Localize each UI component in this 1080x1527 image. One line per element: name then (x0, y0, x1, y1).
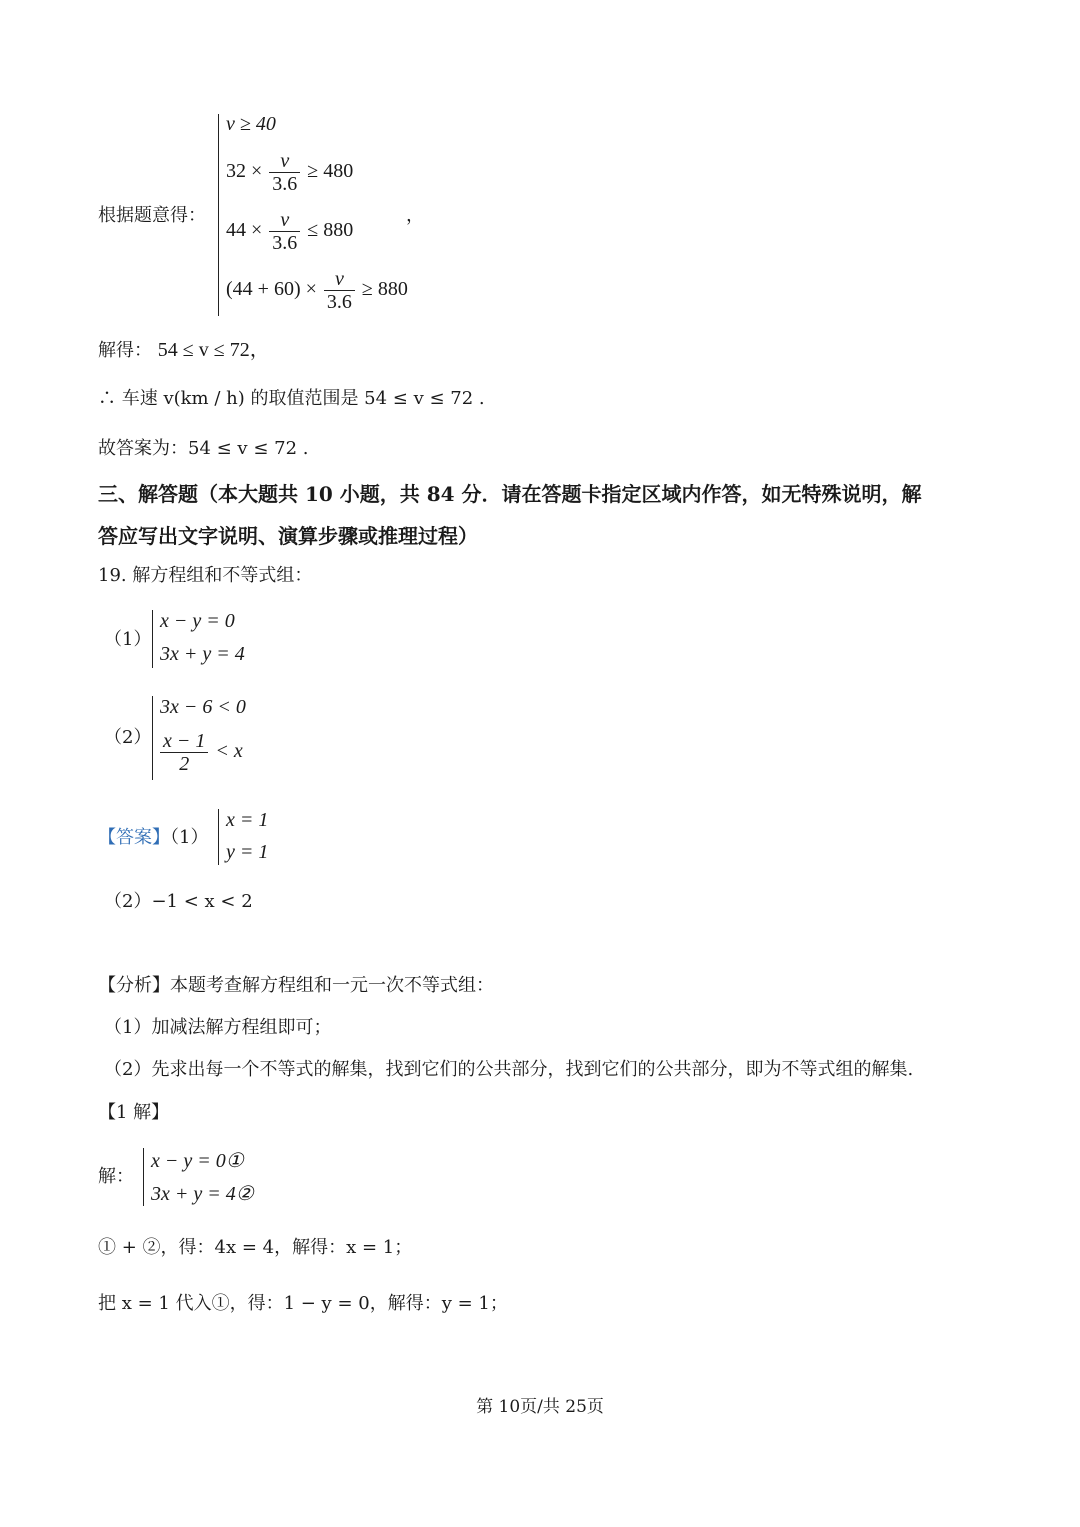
section-heading-line1: 三、解答题（本大题共 10 小题，共 84 分．请在答题卡指定区域内作答，如无特殊说明，解 (98, 482, 922, 506)
solution-label: 解： (98, 1166, 134, 1187)
section-heading-line2: 答应写出文字说明、演算步骤或推理过程） (98, 524, 478, 548)
brace-answer (218, 809, 219, 865)
part-2-label: （2） (104, 727, 152, 748)
therefore-line: ∴ 车速 v(km / h) 的取值范围是 54 ≤ v ≤ 72 . (98, 388, 485, 409)
analysis-intro: 【分析】本题考查解方程组和一元一次不等式组： (98, 975, 494, 996)
trailing-comma: ， (406, 205, 424, 226)
question-19-title: 19. 解方程组和不等式组： (98, 565, 313, 586)
answer-x: x = 1 (226, 809, 269, 831)
answer-part2: （2）−1 < x < 2 (104, 891, 253, 912)
solution-eq2: 3x + y = 4② (151, 1183, 254, 1205)
answer-y: y = 1 (226, 841, 269, 863)
solution-tag: 【1 解】 (98, 1102, 170, 1123)
part-1-label: （1） (104, 629, 152, 650)
system-label: 根据题意得： (98, 205, 206, 226)
brace-part1 (152, 610, 153, 668)
inequality-a: 3x − 6 < 0 (160, 696, 246, 718)
solution-step2: 把 x = 1 代入①，得：1 − y = 0，解得：y = 1； (98, 1293, 508, 1314)
solution-eq1: x − y = 0① (151, 1150, 244, 1172)
equation-1: x − y = 0 (160, 610, 235, 632)
page-footer: 第 10页/共 25页 (476, 1397, 604, 1417)
answer-block: 【答案】（1） (98, 827, 209, 848)
inequality-4: (44 + 60) × $\frac{v}{3.6}$ ≥ 880 (226, 268, 408, 313)
answer-tag: 【答案】 (98, 827, 170, 848)
solution-step1: ① + ②，得：4x = 4，解得：x = 1； (98, 1237, 413, 1258)
inequality-1: v ≥ 40 (226, 113, 276, 135)
answer-line: 故答案为：54 ≤ v ≤ 72 . (98, 438, 309, 459)
equation-2: 3x + y = 4 (160, 643, 245, 665)
brace-solution (143, 1148, 144, 1206)
solve-line: 解得： 54 ≤ v ≤ 72， (98, 339, 270, 361)
inequality-2: 32 × $\frac{v}{3.6}$ ≥ 480 (226, 150, 354, 195)
left-brace (218, 114, 219, 316)
inequality-3: 44 × $\frac{v}{3.6}$ ≤ 880 (226, 209, 354, 254)
analysis-step2: （2）先求出每一个不等式的解集，找到它们的公共部分，找到它们的公共部分，即为不等式组的解集. (104, 1059, 914, 1080)
inequality-b: $\frac{x - 1}{2}$ < x (158, 730, 243, 775)
brace-part2 (152, 696, 153, 780)
analysis-step1: （1）加减法解方程组即可； (104, 1017, 332, 1038)
